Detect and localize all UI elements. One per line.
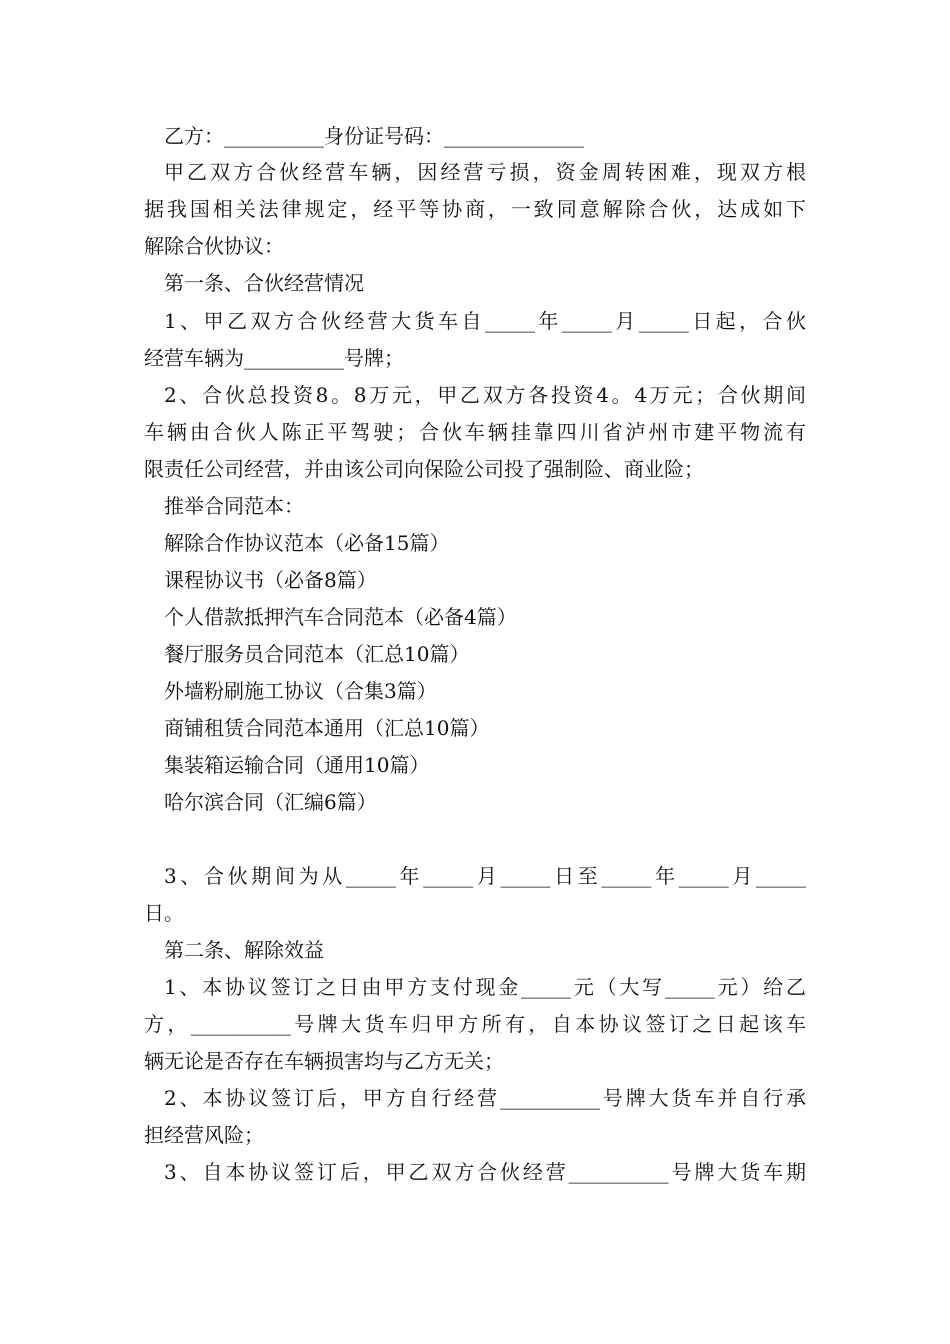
recommend-item: 餐厅服务员合同范本（汇总10篇） [164, 642, 470, 666]
paragraph-line: 甲乙双方合伙经营车辆，因经营亏损，资金周转困难，现双方根 [164, 160, 806, 184]
recommend-item: 集装箱运输合同（通用10篇） [164, 753, 430, 777]
paragraph-line: 2、本协议签订后，甲方自行经营__________号牌大货车并自行承 [164, 1086, 806, 1110]
paragraph-line: 辆无论是否存在车辆损害均与乙方无关； [144, 1049, 504, 1073]
paragraph-line: 解除合伙协议： [144, 234, 284, 258]
recommend-heading: 推举合同范本： [164, 494, 304, 518]
recommend-item: 外墙粉刷施工协议（合集3篇） [164, 679, 437, 703]
recommend-item: 哈尔滨合同（汇编6篇） [164, 790, 377, 814]
paragraph-line: 1、本协议签订之日由甲方支付现金_____元（大写_____元）给乙 [164, 975, 806, 999]
section-heading: 第一条、合伙经营情况 [164, 271, 364, 295]
recommend-item: 解除合作协议范本（必备15篇） [164, 531, 450, 555]
paragraph-line: 3、合伙期间为从_____年_____月_____日至_____年_____月_____ [164, 864, 806, 888]
recommend-item: 个人借款抵押汽车合同范本（必备4篇） [164, 605, 517, 629]
recommend-item: 课程协议书（必备8篇） [164, 568, 377, 592]
paragraph-line: 担经营风险； [144, 1123, 264, 1147]
paragraph-line: 1、甲乙双方合伙经营大货车自_____年_____月_____日起，合伙 [164, 309, 806, 333]
paragraph-line: 车辆由合伙人陈正平驾驶；合伙车辆挂靠四川省泸州市建平物流有 [144, 420, 806, 444]
paragraph-line: 3、自本协议签订后，甲乙双方合伙经营__________号牌大货车期 [164, 1160, 806, 1184]
paragraph-line: 经营车辆为__________号牌； [144, 346, 404, 370]
recommend-item: 商铺租赁合同范本通用（汇总10篇） [164, 716, 490, 740]
section-heading: 第二条、解除效益 [164, 938, 324, 962]
paragraph-line: 2、合伙总投资8。8万元，甲乙双方各投资4。4万元；合伙期间 [164, 383, 806, 407]
paragraph-line: 限责任公司经营，并由该公司向保险公司投了强制险、商业险； [144, 457, 704, 481]
paragraph-line: 日。 [144, 901, 184, 925]
paragraph-line: 据我国相关法律规定，经平等协商，一致同意解除合伙，达成如下 [144, 197, 806, 221]
party-b-line: 乙方：__________身份证号码：______________ [164, 124, 584, 148]
paragraph-line: 方，__________号牌大货车归甲方所有，自本协议签订之日起该车 [144, 1012, 806, 1036]
